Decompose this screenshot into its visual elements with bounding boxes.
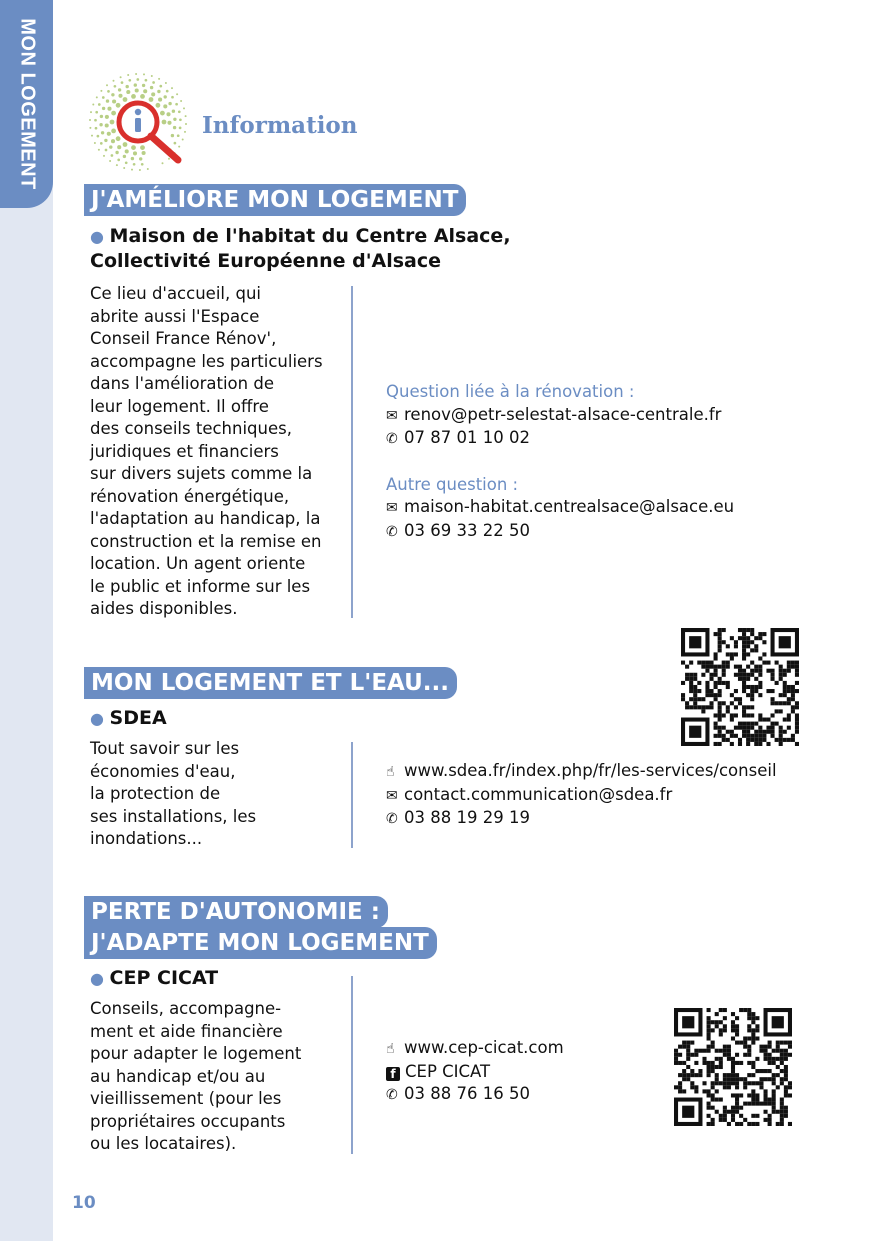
phone-icon: ✆ bbox=[386, 811, 398, 827]
description-line: des conseils techniques, bbox=[90, 419, 292, 438]
section-tab bbox=[0, 0, 53, 208]
description-line: Conseils, accompagne- bbox=[90, 999, 282, 1018]
decorative-dot bbox=[94, 119, 97, 122]
decorative-dot bbox=[149, 97, 154, 102]
decorative-dot bbox=[127, 74, 129, 76]
decorative-dot bbox=[116, 136, 121, 141]
decorative-dot bbox=[107, 132, 111, 136]
decorative-dot bbox=[91, 135, 93, 137]
envelope-icon: ✉ bbox=[386, 787, 398, 804]
hand-pointer-icon: ☝ bbox=[386, 1041, 395, 1057]
decorative-dot bbox=[173, 126, 176, 129]
decorative-dot bbox=[117, 159, 120, 162]
org-name: ● Maison de l'habitat du Centre Alsace, Collectivité Européenne d'Alsace bbox=[90, 225, 511, 272]
page-number: 10 bbox=[72, 1193, 96, 1213]
decorative-dot bbox=[143, 89, 147, 93]
decorative-dot bbox=[158, 78, 160, 80]
description-line: Tout savoir sur les bbox=[90, 739, 240, 758]
phone-number[interactable]: 03 88 19 29 19 bbox=[404, 808, 530, 827]
decorative-dot bbox=[179, 127, 182, 130]
decorative-dot bbox=[125, 161, 128, 164]
decorative-dot bbox=[147, 168, 149, 170]
decorative-dot bbox=[177, 134, 180, 137]
description-line: leur logement. Il offre bbox=[90, 396, 269, 416]
contact-label: Question liée à la rénovation : bbox=[386, 382, 635, 401]
email-link[interactable]: renov@petr-selestat-alsace-centrale.fr bbox=[404, 404, 722, 424]
decorative-dot bbox=[167, 121, 171, 125]
org-name-line: SDEA bbox=[109, 707, 167, 729]
org-name-line: CEP CICAT bbox=[109, 967, 219, 989]
decorative-dot bbox=[98, 103, 101, 106]
decorative-dot bbox=[156, 103, 161, 108]
description-line: le public et informe sur les bbox=[90, 576, 311, 596]
contact-block bbox=[386, 760, 777, 831]
decorative-dot bbox=[185, 123, 187, 125]
org-name-line: Maison de l'habitat du Centre Alsace, bbox=[109, 225, 511, 247]
description-line: location. Un agent oriente bbox=[90, 554, 306, 573]
decorative-dot bbox=[180, 100, 182, 102]
decorative-dot bbox=[110, 120, 115, 125]
decorative-dot bbox=[89, 127, 91, 129]
decorative-dot bbox=[112, 99, 116, 103]
description-line: ou les locataires). bbox=[90, 1134, 237, 1153]
decorative-dot bbox=[166, 112, 170, 116]
magnifier-info-icon bbox=[88, 72, 200, 176]
decorative-dot bbox=[178, 110, 181, 113]
decorative-dot bbox=[107, 107, 111, 111]
decorative-dot bbox=[178, 146, 180, 148]
decorative-dot bbox=[151, 92, 155, 96]
decorative-dot bbox=[100, 142, 103, 145]
decorative-dot bbox=[151, 75, 153, 77]
decorative-dot bbox=[166, 90, 169, 93]
decorative-dot bbox=[152, 81, 155, 84]
decorative-dot bbox=[142, 151, 146, 155]
description-line: la protection de bbox=[90, 784, 221, 803]
decorative-dot bbox=[150, 86, 153, 89]
description bbox=[90, 283, 323, 621]
decorative-dot bbox=[160, 111, 165, 116]
description-line: abrite aussi l'Espace bbox=[90, 306, 260, 326]
org-name-line: Collectivité Européenne d'Alsace bbox=[90, 250, 442, 272]
decorative-dot bbox=[133, 151, 137, 155]
decorative-dot bbox=[145, 79, 148, 82]
decorative-dot bbox=[141, 163, 144, 166]
facebook-link[interactable]: CEP CICAT bbox=[405, 1061, 491, 1081]
description-line: construction et la remise en bbox=[90, 531, 322, 551]
phone-number[interactable]: 03 69 33 22 50 bbox=[404, 520, 530, 540]
decorative-dot bbox=[171, 87, 173, 89]
decorative-dot bbox=[142, 84, 145, 87]
description-line: économies d'eau, bbox=[90, 761, 236, 781]
description-line: ment et aide financière bbox=[90, 1021, 283, 1041]
decorative-dot bbox=[120, 76, 122, 78]
decorative-dot bbox=[171, 134, 174, 137]
phone-number[interactable]: 03 88 76 16 50 bbox=[404, 1084, 530, 1103]
decorative-dot bbox=[163, 104, 167, 108]
qr-code[interactable] bbox=[674, 1008, 792, 1126]
decorative-dot bbox=[115, 151, 118, 154]
org-name: ● SDEA bbox=[90, 707, 167, 729]
org-name: ● CEP CICAT bbox=[90, 967, 219, 989]
description-line: vieillissement (pour les bbox=[90, 1089, 282, 1108]
description-line: aides disponibles. bbox=[90, 599, 238, 618]
decorative-dot bbox=[172, 110, 175, 113]
decorative-dot bbox=[118, 94, 122, 98]
decorative-dot bbox=[131, 169, 133, 171]
decorative-dot bbox=[107, 90, 110, 93]
decorative-dot bbox=[117, 145, 121, 149]
decorative-dot bbox=[92, 104, 94, 106]
decorative-dot bbox=[109, 145, 112, 148]
decorative-dot bbox=[143, 73, 145, 75]
decorative-dot bbox=[118, 88, 121, 91]
decorative-dot bbox=[105, 123, 109, 127]
decorative-dot bbox=[126, 85, 129, 88]
decorative-dot bbox=[135, 73, 137, 75]
decorative-dot bbox=[164, 95, 167, 98]
decorative-dot bbox=[157, 90, 160, 93]
decorative-dot bbox=[90, 111, 92, 113]
facebook-icon: f bbox=[386, 1067, 400, 1081]
decorative-dot bbox=[168, 102, 171, 105]
decorative-dot bbox=[140, 94, 145, 99]
decorative-dot bbox=[99, 123, 102, 126]
decorative-dot bbox=[114, 85, 117, 88]
decorative-dot bbox=[139, 169, 141, 171]
decorative-dot bbox=[183, 107, 185, 109]
email-link[interactable]: maison-habitat.centrealsace@alsace.eu bbox=[404, 497, 735, 516]
phone-number[interactable]: 07 87 01 10 02 bbox=[404, 428, 530, 447]
description-line: ses installations, les bbox=[90, 806, 257, 826]
decorative-dot bbox=[89, 119, 91, 121]
divider-line bbox=[351, 976, 353, 1154]
divider-line bbox=[351, 286, 353, 618]
decorative-dot bbox=[168, 158, 170, 160]
description-line: Ce lieu d'accueil, qui bbox=[90, 284, 261, 303]
decorative-dot bbox=[96, 96, 98, 98]
decorative-dot bbox=[98, 149, 100, 151]
decorative-dot bbox=[175, 103, 178, 106]
decorative-dot bbox=[105, 115, 109, 119]
decorative-dot bbox=[111, 93, 114, 96]
decorative-dot bbox=[136, 78, 139, 81]
decorative-dot bbox=[131, 145, 136, 150]
decorative-dot bbox=[182, 139, 184, 141]
description-line: dans l'amélioration de bbox=[90, 374, 274, 393]
decorative-dot bbox=[103, 155, 105, 157]
description-line: Conseil France Rénov', bbox=[90, 329, 277, 348]
decorative-dot bbox=[173, 118, 176, 121]
description-line: juridiques et financiers bbox=[90, 441, 279, 461]
qr-code[interactable] bbox=[680, 628, 800, 746]
description-line: l'adaptation au handicap, la bbox=[90, 509, 321, 528]
description bbox=[90, 998, 301, 1156]
decorative-dot bbox=[97, 135, 100, 138]
decorative-dot bbox=[139, 157, 142, 160]
description-line: au handicap et/ou au bbox=[90, 1066, 266, 1086]
decorative-dot bbox=[123, 167, 125, 169]
website-link[interactable]: www.cep-cicat.com bbox=[404, 1038, 564, 1057]
section-tab-label: MON LOGEMENT bbox=[16, 18, 39, 190]
decorative-dot bbox=[111, 139, 115, 143]
decorative-dot bbox=[123, 97, 128, 102]
decorative-dot bbox=[123, 155, 126, 158]
decorative-dot bbox=[162, 120, 167, 125]
decorative-dot bbox=[116, 103, 121, 108]
decorative-dot bbox=[109, 160, 111, 162]
decorative-dot bbox=[159, 85, 162, 88]
decorative-dot bbox=[105, 149, 108, 152]
contact-block bbox=[386, 1037, 564, 1107]
decorative-dot bbox=[131, 94, 136, 99]
hand-pointer-icon: ☝ bbox=[386, 764, 395, 780]
description-line: accompagne les particuliers bbox=[90, 351, 323, 371]
decorative-dot bbox=[135, 88, 139, 92]
envelope-icon: ✉ bbox=[386, 500, 398, 516]
decorative-dot bbox=[116, 164, 118, 166]
phone-icon: ✆ bbox=[386, 431, 398, 447]
contact-block bbox=[386, 381, 734, 543]
decorative-dot bbox=[184, 131, 186, 133]
description-line: pour adapter le logement bbox=[90, 1044, 302, 1063]
decorative-dot bbox=[162, 162, 164, 164]
decorative-dot bbox=[134, 83, 137, 86]
decorative-dot bbox=[106, 84, 108, 86]
decorative-dot bbox=[185, 115, 187, 117]
decorative-dot bbox=[133, 163, 136, 166]
decorative-dot bbox=[158, 98, 162, 102]
decorative-dot bbox=[100, 115, 103, 118]
decorative-dot bbox=[126, 90, 130, 94]
decorative-dot bbox=[111, 129, 116, 134]
description-line: inondations... bbox=[90, 829, 203, 848]
decorative-dot bbox=[125, 149, 129, 153]
contact-label: Autre question : bbox=[386, 474, 519, 494]
decorative-dot bbox=[131, 157, 134, 160]
decorative-dot bbox=[140, 145, 145, 150]
decorative-dot bbox=[104, 139, 107, 142]
decorative-dot bbox=[102, 96, 105, 99]
information-heading: Information bbox=[202, 112, 358, 139]
decorative-dot bbox=[111, 154, 114, 157]
decorative-dot bbox=[106, 99, 109, 102]
decorative-dot bbox=[102, 107, 105, 110]
section-title-eau: MON LOGEMENT ET L'EAU... bbox=[84, 667, 457, 699]
description-line: rénovation énergétique, bbox=[90, 486, 290, 506]
decorative-dot bbox=[165, 82, 167, 84]
description-line: sur divers sujets comme la bbox=[90, 464, 313, 483]
decorative-dot bbox=[171, 96, 174, 99]
decorative-dot bbox=[101, 131, 104, 134]
phone-icon: ✆ bbox=[386, 1087, 398, 1103]
email-link[interactable]: contact.communication@sdea.fr bbox=[404, 784, 673, 804]
decorative-dot bbox=[95, 111, 98, 114]
decorative-dot bbox=[95, 127, 98, 130]
website-link[interactable]: www.sdea.fr/index.php/fr/les-services/conseil bbox=[404, 761, 777, 780]
description bbox=[90, 738, 256, 851]
decorative-dot bbox=[128, 79, 131, 82]
decorative-dot bbox=[121, 81, 124, 84]
section-title-autonomie: PERTE D'AUTONOMIE : bbox=[84, 896, 388, 928]
phone-icon: ✆ bbox=[386, 523, 398, 540]
envelope-icon: ✉ bbox=[386, 407, 398, 424]
decorative-dot bbox=[123, 142, 128, 147]
decorative-dot bbox=[176, 93, 178, 95]
description-line: propriétaires occupants bbox=[90, 1111, 286, 1131]
decorative-dot bbox=[100, 90, 102, 92]
decorative-dot bbox=[174, 142, 177, 145]
decorative-dot bbox=[113, 80, 115, 82]
decorative-dot bbox=[111, 111, 116, 116]
divider-line bbox=[351, 742, 353, 848]
decorative-dot bbox=[94, 142, 96, 144]
section-title-ameliore: J'AMÉLIORE MON LOGEMENT bbox=[84, 184, 466, 216]
section-title-autonomie: J'ADAPTE MON LOGEMENT bbox=[84, 927, 437, 959]
decorative-dot bbox=[179, 118, 182, 121]
